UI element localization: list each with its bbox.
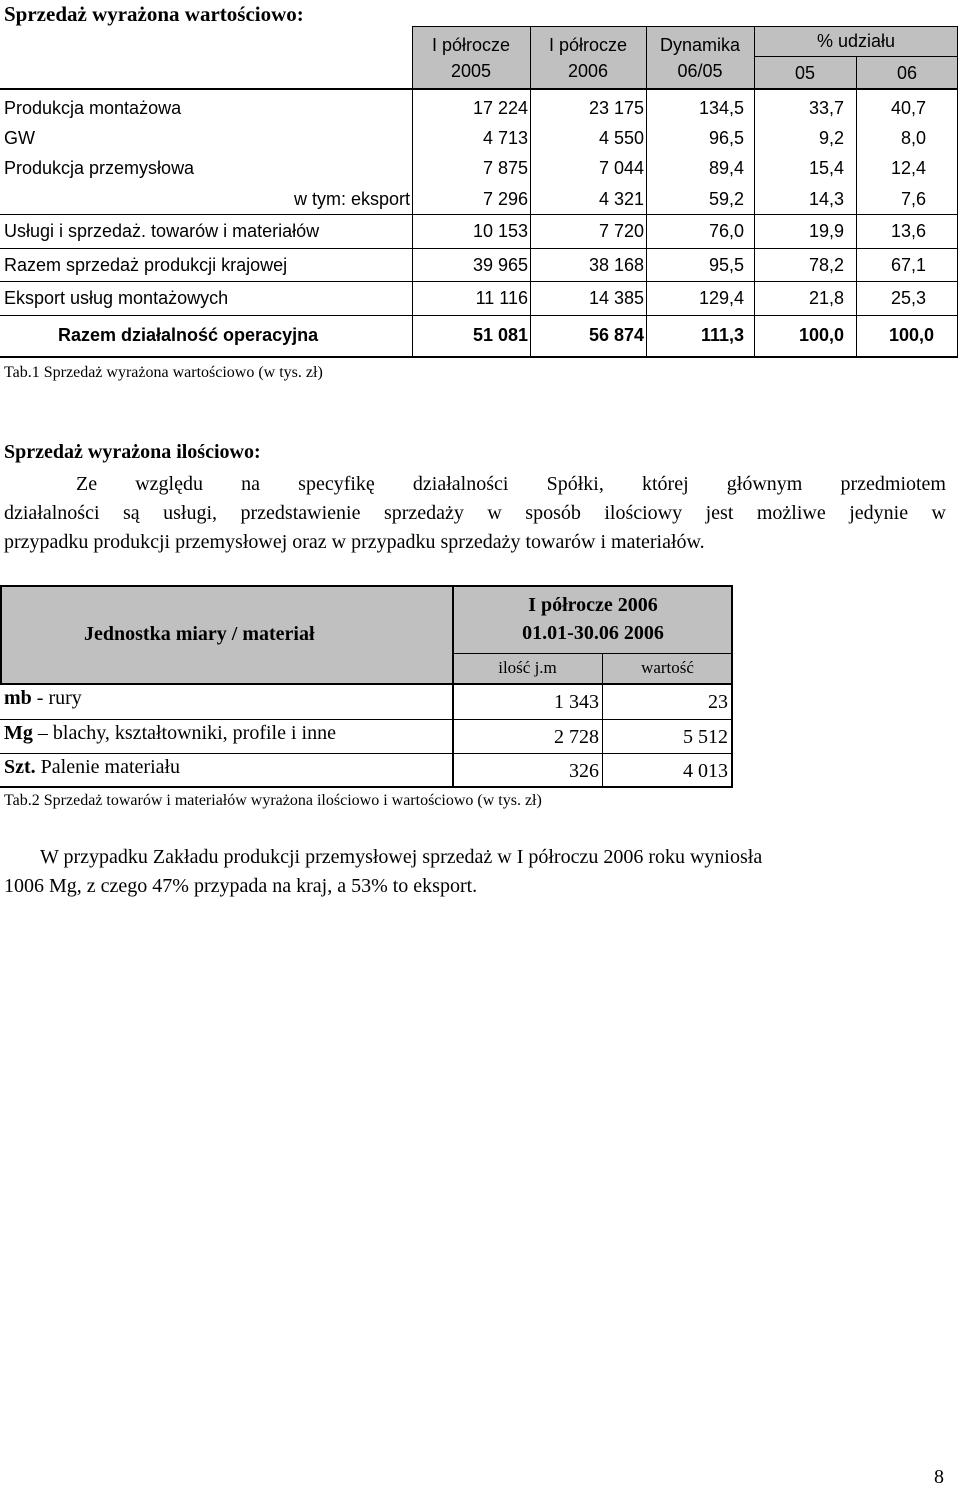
header-h1-2005: [412, 32, 530, 84]
header-value: wartość: [641, 658, 694, 677]
rule: [0, 248, 958, 249]
row-label: [4, 752, 180, 782]
value-2006: 7 044: [598, 158, 644, 178]
header-unit-material: Jednostka miary / materiał: [84, 623, 315, 645]
value-share-05: 14,3: [808, 189, 844, 209]
unit-code: mb: [4, 687, 32, 709]
amount-value: 4 013: [683, 760, 728, 782]
rule: [0, 281, 958, 282]
value-2005: 39 965: [472, 255, 528, 275]
value-2006: 7 720: [598, 221, 644, 241]
value-share-06: 67,1: [890, 255, 926, 275]
value-2005: 7 875: [482, 158, 528, 178]
rule: [0, 356, 958, 358]
quantity-value: 2 728: [554, 726, 599, 748]
row-label: Produkcja przemysłowa: [4, 158, 195, 178]
unit-code: Mg: [4, 722, 33, 744]
value-2006: 23 175: [588, 98, 644, 118]
header-2005-line2: 2005: [450, 61, 492, 81]
value-2006: 38 168: [588, 255, 644, 275]
value-share-05: 33,7: [808, 98, 844, 118]
row-label: GW: [4, 128, 35, 148]
production-paragraph: [4, 843, 946, 901]
value-dynamics: 129,4: [698, 288, 744, 308]
header-period-line1: I półrocze 2006: [528, 594, 658, 616]
value-dynamics: 76,0: [708, 221, 744, 241]
value-2006: 14 385: [588, 288, 644, 308]
row-label: [4, 683, 82, 713]
value-dynamics: 96,5: [708, 128, 744, 148]
header-period-line2: 01.01-30.06 2006: [522, 622, 664, 644]
row-label: Eksport usług montażowych: [4, 288, 229, 308]
value-share-06: 40,7: [890, 98, 926, 118]
table1-caption: Tab.1 Sprzedaż wyrażona wartościowo (w tys. zł): [4, 364, 323, 381]
value-share-05: 21,8: [808, 288, 844, 308]
amount-value: 5 512: [683, 726, 728, 748]
quantity-value: 326: [569, 760, 599, 782]
row-label: Razem sprzedaż produkcji krajowej: [4, 255, 288, 275]
rule: [0, 786, 733, 788]
value-share-06: 12,4: [890, 158, 926, 178]
header-share-05: 05: [794, 63, 816, 83]
row-label: w tym: eksport: [293, 189, 410, 209]
value-2005: 4 713: [482, 128, 528, 148]
header-2005-line1: I półrocze: [431, 35, 511, 55]
material-description: Palenie materiału: [35, 756, 181, 778]
value-2005: 7 296: [482, 189, 528, 209]
value-dynamics: 95,5: [708, 255, 744, 275]
quantity-paragraph: [4, 470, 946, 557]
rule: [0, 214, 958, 215]
page-number: 8: [934, 1466, 944, 1488]
rule: [0, 585, 733, 587]
row-label: [4, 718, 336, 748]
value-2005: 51 081: [472, 325, 528, 345]
value-share-06: 100,0: [888, 325, 934, 345]
value-share-06: 8,0: [900, 128, 926, 148]
header-dynamics-line2: 06/05: [677, 61, 723, 81]
rule: [412, 26, 958, 27]
value-share-05: 19,9: [808, 221, 844, 241]
value-dynamics: 59,2: [708, 189, 744, 209]
header-quantity: ilość j.m: [498, 658, 557, 677]
row-label: Razem działalność operacyjna: [58, 325, 319, 345]
paragraph-line: W przypadku Zakładu produkcji przemysłowej sprzedaż w I półroczu 2006 roku wyniosła: [40, 846, 763, 868]
value-dynamics: 89,4: [708, 158, 744, 178]
value-share-05: 9,2: [818, 128, 844, 148]
value-dynamics: 134,5: [698, 98, 744, 118]
value-share-06: 13,6: [890, 221, 926, 241]
value-dynamics: 111,3: [700, 325, 744, 345]
rule: [957, 26, 958, 358]
header-share-06: 06: [896, 63, 918, 83]
quantity-value: 1 343: [554, 691, 599, 713]
value-share-06: 25,3: [890, 288, 926, 308]
value-2005: 17 224: [472, 98, 528, 118]
rule: [731, 585, 733, 787]
header-2006-line1: I półrocze: [548, 35, 628, 55]
value-share-05: 15,4: [808, 158, 844, 178]
material-description: – blachy, kształtowniki, profile i inne: [32, 722, 336, 744]
value-2006: 4 550: [598, 128, 644, 148]
value-2006: 4 321: [598, 189, 644, 209]
header-h1-2006: [530, 32, 646, 84]
value-2005: 10 153: [472, 221, 528, 241]
row-label: Usługi i sprzedaż. towarów i materiałów: [4, 221, 320, 241]
paragraph-line: działalności są usługi, przedstawienie sprzedaży w sposób ilościowy jest możliwe jedynie w: [4, 502, 946, 524]
value-share-06: 7,6: [900, 189, 926, 209]
value-share-05: 100,0: [798, 325, 844, 345]
table2-caption: Tab.2 Sprzedaż towarów i materiałów wyrażona ilościowo i wartościowo (w tys. zł): [4, 792, 542, 809]
rule: [0, 88, 958, 90]
value-2005: 11 116: [475, 288, 528, 308]
paragraph-line: przypadku produkcji przemysłowej oraz w przypadku sprzedaży towarów i materiałów.: [4, 531, 705, 553]
paragraph-line: Ze względu na specyfikę działalności Spółki, której głównym przedmiotem: [76, 473, 946, 495]
unit-code: Szt.: [4, 756, 36, 778]
header-share: % udziału: [816, 31, 896, 51]
rule: [0, 585, 2, 683]
paragraph-line: 1006 Mg, z czego 47% przypada na kraj, a 53% to eksport.: [4, 875, 478, 897]
rule: [0, 683, 733, 685]
rule: [0, 315, 958, 316]
value-share-05: 78,2: [808, 255, 844, 275]
material-description: - rury: [31, 687, 82, 709]
header-dynamics-line1: Dynamika: [659, 35, 741, 55]
amount-value: 23: [708, 691, 728, 713]
value-2006: 56 874: [588, 325, 644, 345]
section-title-value-sales: Sprzedaż wyrażona wartościowo:: [4, 2, 304, 26]
rule: [453, 653, 733, 654]
header-dynamics: [646, 32, 754, 84]
row-label: Produkcja montażowa: [4, 98, 182, 118]
quantity-sales-table: [0, 585, 733, 787]
header-2006-line2: 2006: [567, 61, 609, 81]
value-sales-table: [0, 26, 958, 358]
section-title-quantity-sales: Sprzedaż wyrażona ilościowo:: [4, 441, 261, 463]
